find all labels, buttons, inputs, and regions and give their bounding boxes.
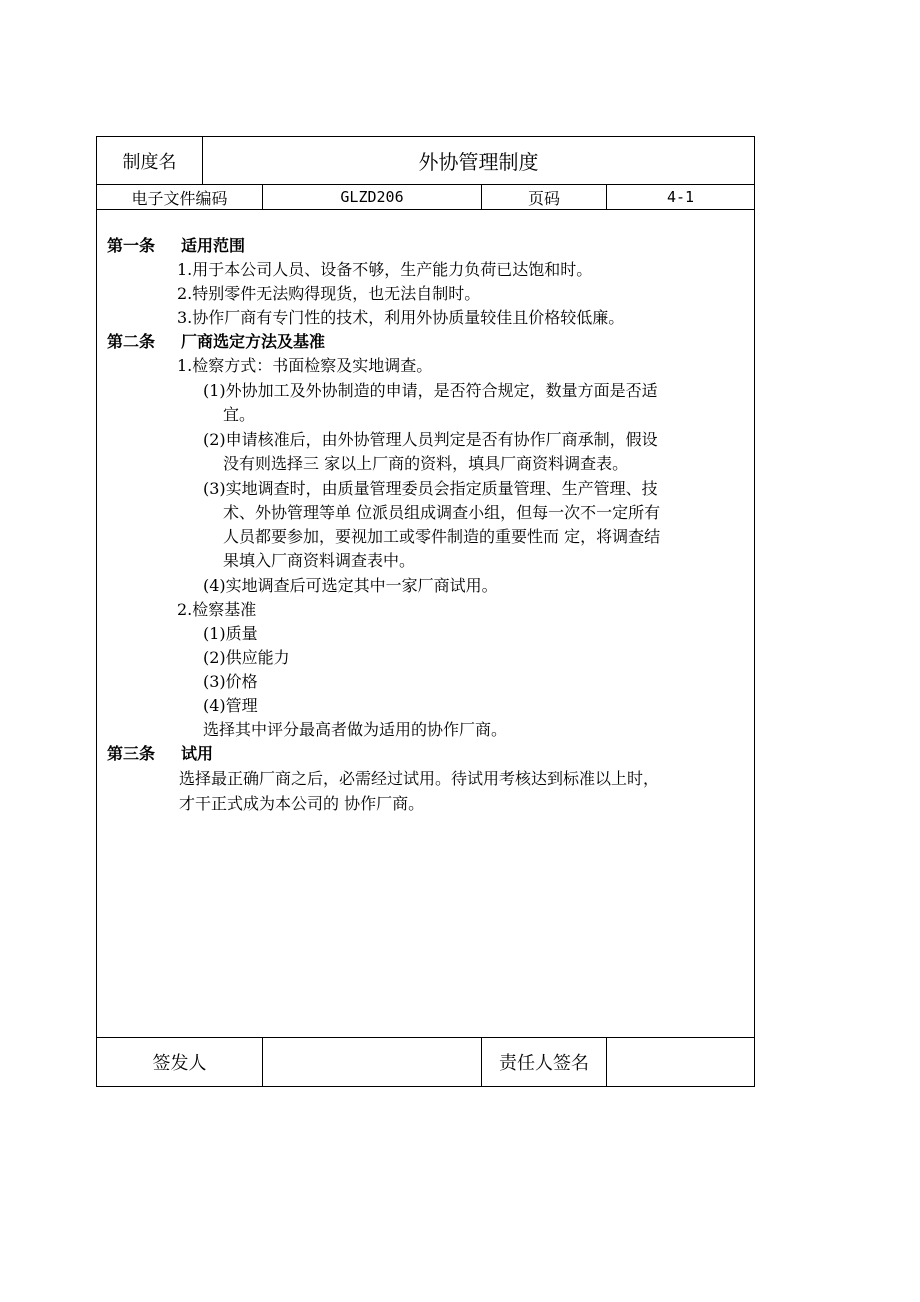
clause-line: (1)外协加工及外协制造的申请，是否符合规定，数量方面是否适 <box>203 381 658 400</box>
signature-row <box>97 1038 754 1086</box>
clause-line: 宜。 <box>223 405 256 424</box>
clause-line: 才干正式成为本公司的 协作厂商。 <box>179 794 425 813</box>
doc-name-label: 制度名 <box>97 137 203 184</box>
title-row <box>97 137 754 185</box>
article-title: 适用范围 <box>181 236 246 255</box>
page-label: 页码 <box>482 185 607 209</box>
issuer-label: 签发人 <box>97 1038 263 1086</box>
file-code-label: 电子文件编码 <box>97 185 263 209</box>
clause-line: (4)实地调查后可选定其中一家厂商试用。 <box>203 576 498 595</box>
article-title: 试用 <box>181 744 214 763</box>
clause-line: 人员都要参加，要视加工或零件制造的重要性而 定，将调查结 <box>223 527 661 546</box>
clause-line: 3.协作厂商有专门性的技术，利用外协质量较佳且价格较低廉。 <box>177 308 625 327</box>
file-code-value: GLZD206 <box>263 185 482 209</box>
clause-line: (4)管理 <box>203 696 258 715</box>
clause-line: (3)实地调查时，由质量管理委员会指定质量管理、生产管理、技 <box>203 479 658 498</box>
clause-line: 没有则选择三 家以上厂商的资料，填具厂商资料调查表。 <box>223 454 629 473</box>
clause-line: 1.用于本公司人员、设备不够，生产能力负荷已达饱和时。 <box>177 260 593 279</box>
page-value: 4-1 <box>666 188 695 206</box>
article-number: 第二条 <box>107 332 156 351</box>
regulation-body <box>97 210 754 1038</box>
article-number: 第三条 <box>107 744 156 763</box>
clause-line: 果填入厂商资料调查表中。 <box>223 551 416 570</box>
clause-line: (2)供应能力 <box>203 648 290 667</box>
clause-line: 1.检察方式：书面检察及实地调查。 <box>177 356 433 375</box>
clause-line: 2.特别零件无法购得现货，也无法自制时。 <box>177 284 481 303</box>
responsible-signature-field[interactable] <box>607 1038 754 1086</box>
clause-line: (3)价格 <box>203 672 258 691</box>
article-number: 第一条 <box>107 236 156 255</box>
responsible-label: 责任人签名 <box>482 1038 607 1086</box>
regulation-form <box>96 136 755 1087</box>
clause-line: 2.检察基准 <box>177 600 257 619</box>
article-title: 厂商选定方法及基准 <box>181 332 326 351</box>
clause-line: 术、外协管理等单 位派员组成调查小组，但每一次不一定所有 <box>223 503 661 522</box>
clause-line: (2)申请核准后，由外协管理人员判定是否有协作厂商承制，假设 <box>203 430 658 449</box>
doc-title: 外协管理制度 <box>418 150 539 174</box>
issuer-field[interactable] <box>263 1038 482 1086</box>
clause-line: 选择其中评分最高者做为适用的协作厂商。 <box>203 720 508 739</box>
clause-line: (1)质量 <box>203 624 258 643</box>
code-row <box>97 185 754 210</box>
clause-line: 选择最正确厂商之后，必需经过试用。待试用考核达到标准以上时， <box>179 769 660 788</box>
